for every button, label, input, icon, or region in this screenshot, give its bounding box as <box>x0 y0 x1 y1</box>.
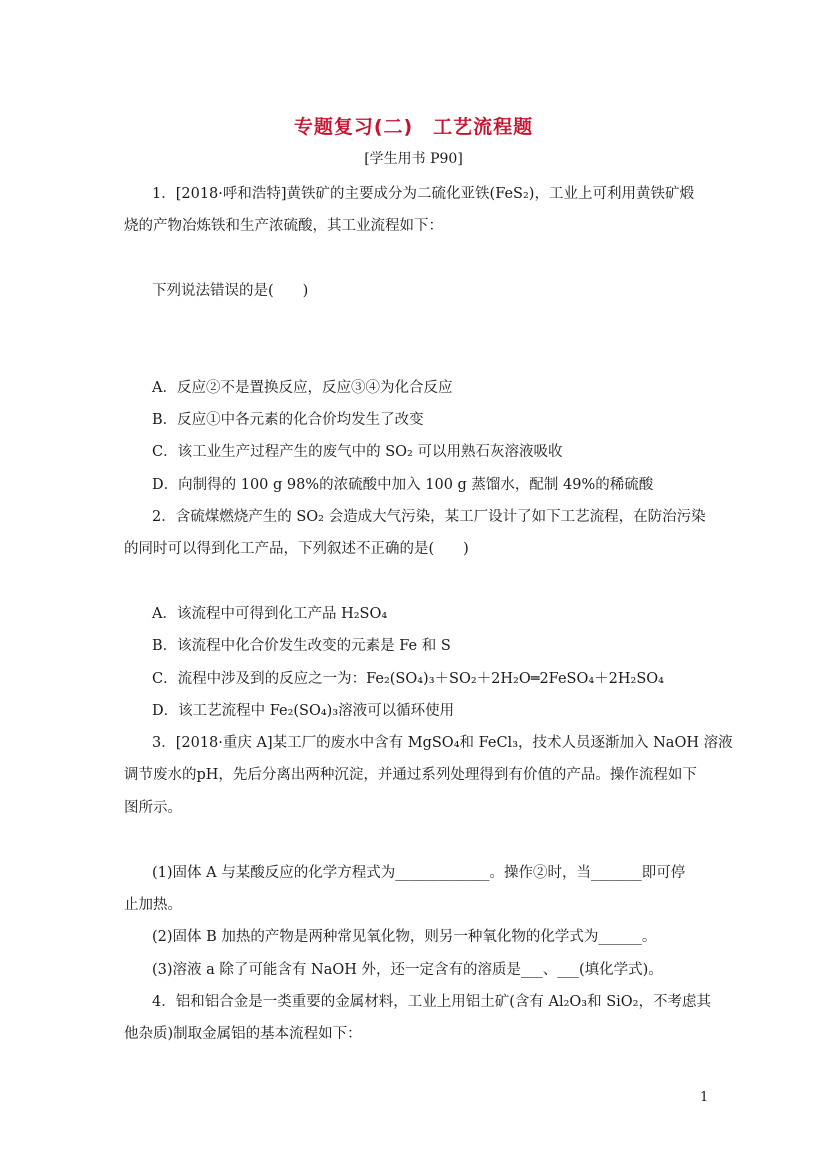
q1-stem-line1: 1．[2018·呼和浩特]黄铁矿的主要成分为二硫化亚铁(FeS₂)，工业上可利用黄铁矿煅 <box>152 186 694 202</box>
page-number: 1 <box>700 1090 709 1105</box>
q3-sub1-line1: (1)固体 A 与某酸反应的化学方程式为_____________。操作②时，当_______即可停 <box>152 865 686 881</box>
q2-option-a: A．该流程中可得到化工产品 H₂SO₄ <box>152 606 388 622</box>
q1-prompt: 下列说法错误的是( ) <box>152 283 309 299</box>
q1-option-d: D．向制得的 100 g 98%的浓硫酸中加入 100 g 蒸馏水，配制 49%的稀硫酸 <box>152 477 654 493</box>
q3-stem-line3: 图所示。 <box>124 800 182 816</box>
q1-option-a: A．反应②不是置换反应，反应③④为化合反应 <box>152 380 453 396</box>
textbook-reference: [学生用书 P90] <box>364 151 463 167</box>
q3-stem-line1: 3．[2018·重庆 A]某工厂的废水中含有 MgSO₄和 FeCl₃，技术人员逐渐加入 NaOH 溶液 <box>152 735 733 751</box>
q2-stem-line2: 的同时可以得到化工产品，下列叙述不正确的是( ) <box>124 541 469 557</box>
q3-sub1-line2: 止加热。 <box>124 897 182 913</box>
q2-option-d: D．该工艺流程中 Fe₂(SO₄)₃溶液可以循环使用 <box>152 703 455 719</box>
q2-stem-line1: 2．含硫煤燃烧产生的 SO₂ 会造成大气污染，某工厂设计了如下工艺流程，在防治污染 <box>152 509 706 525</box>
q4-stem-line1: 4．铝和铝合金是一类重要的金属材料，工业上用铝土矿(含有 Al₂O₃和 SiO₂，不考虑其 <box>152 994 711 1010</box>
q1-option-b: B．反应①中各元素的化合价均发生了改变 <box>152 412 424 428</box>
q2-option-c: C．流程中涉及到的反应之一为：Fe₂(SO₄)₃＋SO₂＋2H₂O═2FeSO₄＋2H₂SO₄ <box>152 671 664 687</box>
q1-stem-line2: 烧的产物冶炼铁和生产浓硫酸，其工业流程如下： <box>124 218 443 234</box>
q2-option-b: B．该流程中化合价发生改变的元素是 Fe 和 S <box>152 638 451 654</box>
page-title: 专题复习(二) 工艺流程题 <box>293 116 534 138</box>
q1-option-c: C．该工业生产过程产生的废气中的 SO₂ 可以用熟石灰溶液吸收 <box>152 444 563 460</box>
q3-sub3: (3)溶液 a 除了可能含有 NaOH 外，还一定含有的溶质是___、___(填化学式)。 <box>152 962 663 978</box>
q4-stem-line2: 他杂质)制取金属铝的基本流程如下： <box>124 1026 362 1042</box>
q3-stem-line2: 调节废水的pH，先后分离出两种沉淀，并通过系列处理得到有价值的产品。操作流程如下 <box>124 767 697 783</box>
q3-sub2: (2)固体 B 加热的产物是两种常见氧化物，则另一种氧化物的化学式为______。 <box>152 929 657 945</box>
